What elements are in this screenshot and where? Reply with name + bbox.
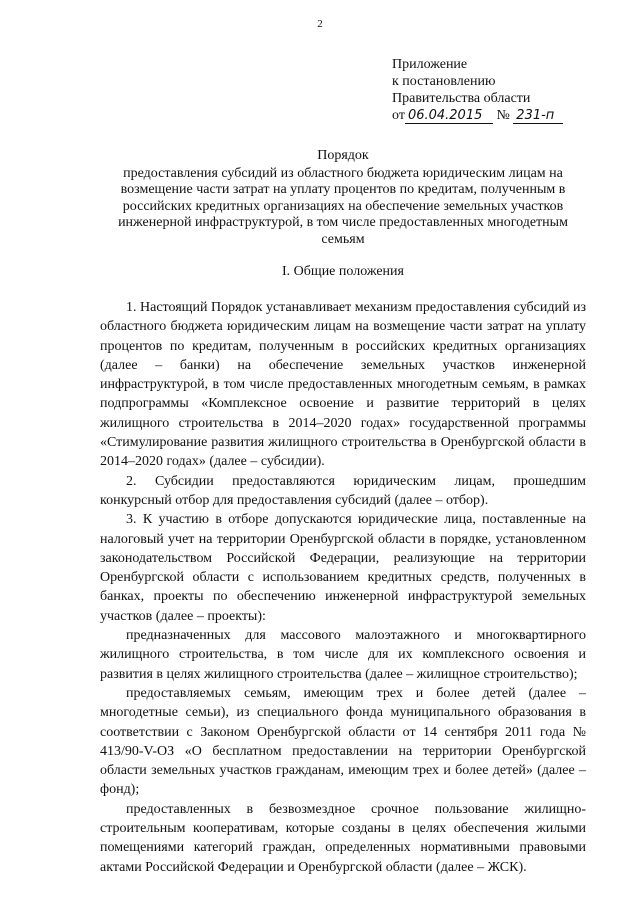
date-prefix: от xyxy=(392,108,405,123)
appendix-block xyxy=(392,56,563,124)
title-word: Порядок xyxy=(317,148,369,163)
section-heading: I. Общие положения xyxy=(282,264,404,279)
paragraph-3: 3. К участию в отборе допускаются юридические лица, поставленные на налоговый учет на территории Оренбургской области в порядке, установленном законодательством Российской Федерации, реализующие на территории Оренбургской области с использованием кредитных средств, полученных в банках, проекты по обеспечению инженерной инфраструктурой земельных участков (далее – проекты): xyxy=(100,512,586,624)
paragraph-5: предоставляемых семьям, имеющим трех и более детей (далее – многодетные семьи), из специального фонда муниципального образования в соответствии с Законом Оренбургской области от 14 сентября 2011 года № 413/90-V-ОЗ «О бесплатном предоставлении на территории Оренбургской области земельных участков гражданам, имеющим трех и более детей» (далее – фонд); xyxy=(100,685,586,798)
paragraph-2: 2. Субсидии предоставляются юридическим лицам, прошедшим конкурсный отбор для предоставления субсидий (далее – отбор). xyxy=(100,473,586,508)
title-subtitle: предоставления субсидий из областного бюджета юридическим лицам на возмещение части затрат на уплату процентов по кредитам, полученным в российских кредитных организациях на обеспечение земельных участков инженерной инфраструктурой, в том числе предоставленных многодетным семьям xyxy=(118,165,568,247)
paragraph-6: предоставленных в безвозмездное срочное пользование жилищно-строительным кооперативам, которые созданы в целях обеспечения жилыми помещениями категорий граждан, определенных нормативными правовыми актами Российской Федерации и Оренбургской области (далее – ЖСК). xyxy=(100,801,586,875)
page-number: 2 xyxy=(317,18,323,30)
handwritten-date: 06.04.2015 xyxy=(405,109,493,124)
number-prefix: № xyxy=(496,108,510,123)
handwritten-number: 231-п xyxy=(513,109,563,124)
appendix-line-1: Приложение xyxy=(392,57,468,72)
paragraph-4: предназначенных для массового малоэтажного и многоквартирного жилищного строительства, в том числе для их комплексного освоения и развития в целях жилищного строительства (далее – жилищное строительство); xyxy=(100,628,586,682)
document-title xyxy=(100,148,586,248)
appendix-date-line xyxy=(392,107,563,124)
appendix-line-3: Правительства области xyxy=(392,91,531,106)
document-body xyxy=(100,298,586,877)
paragraph-1: 1. Настоящий Порядок устанавливает механизм предоставления субсидий из областного бюджета юридическим лицам на возмещение части затрат на уплату процентов по кредитам, полученным в российских кредитных организациях (далее – банки) на обеспечение земельных участков инженерной инфраструктурой, в том числе предоставленных многодетным семьям, в рамках подпрограммы «Комплексное освоение и развитие территорий в целях жилищного строительства в 2014–2020 годах» государственной программы «Стимулирование развития жилищного строительства в Оренбургской области в 2014–2020 годах» (далее – субсидии). xyxy=(100,300,586,470)
appendix-line-2: к постановлению xyxy=(392,74,496,89)
